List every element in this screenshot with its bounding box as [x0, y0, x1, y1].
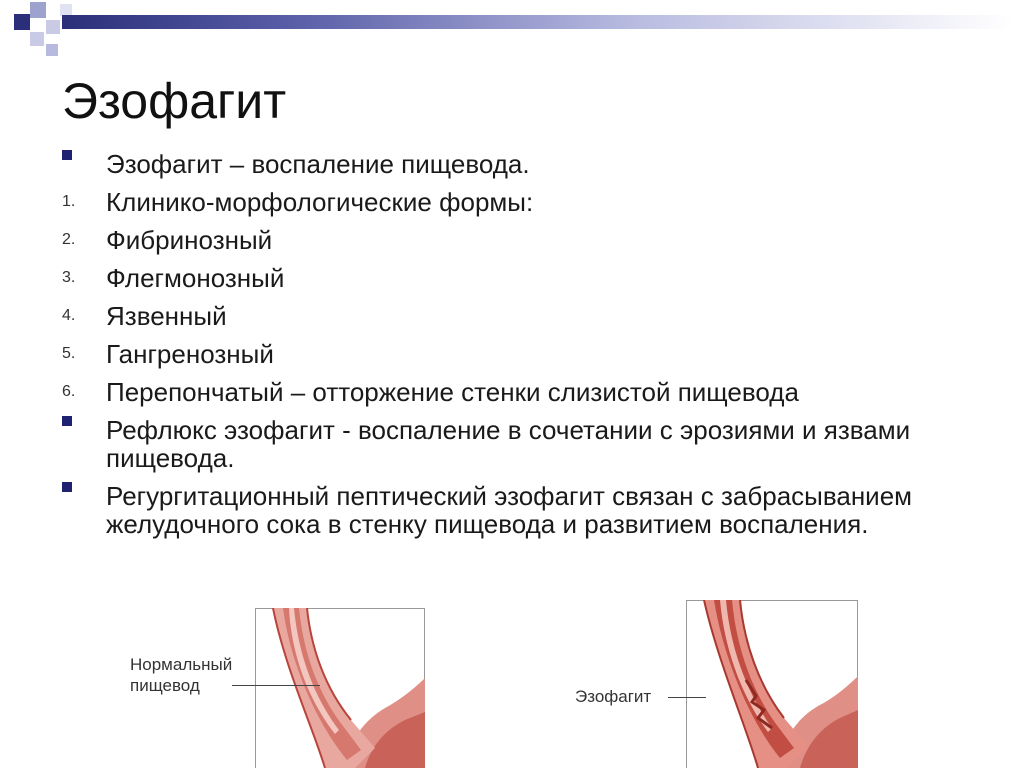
- esophagitis-image: [686, 600, 858, 768]
- bullet-list: [62, 150, 982, 548]
- decor-square: [30, 2, 46, 18]
- list-item: [62, 226, 982, 254]
- list-item: [62, 150, 982, 178]
- list-item: [62, 482, 982, 538]
- list-number: 1.: [62, 193, 76, 210]
- normal-esophagus-label: [130, 654, 232, 696]
- list-item: [62, 378, 982, 406]
- list-item: [62, 302, 982, 330]
- decor-square: [14, 14, 30, 30]
- list-number: 5.: [62, 345, 76, 362]
- list-item-text: Фибринозный: [106, 225, 273, 255]
- decor-square: [30, 32, 44, 46]
- list-item-text: Гангренозный: [106, 339, 274, 369]
- list-item: [62, 188, 982, 216]
- list-item-text: Клинико-морфологические формы:: [106, 187, 534, 217]
- label-line: пищевод: [130, 676, 200, 695]
- list-item-text: Флегмонозный: [106, 263, 285, 293]
- list-item-text: Эзофагит – воспаление пищевода.: [106, 149, 530, 179]
- slide-title: Эзофагит: [62, 73, 287, 129]
- bullet-square-icon: [62, 482, 72, 492]
- bullet-square-icon: [62, 416, 72, 426]
- esophagitis-label-pointer: [668, 697, 706, 698]
- header-gradient-bar: [62, 15, 1012, 29]
- list-item: [62, 264, 982, 292]
- list-item-text: Рефлюкс эзофагит - воспаление в сочетании с эрозиями и язвами пищевода.: [106, 415, 911, 473]
- list-item-text: Язвенный: [106, 301, 227, 331]
- list-number: 3.: [62, 269, 76, 286]
- label-line: Нормальный: [130, 655, 233, 674]
- list-item-text: Регургитационный пептический эзофагит связан с забрасыванием желудочного сока в стенку пищевода и развитием воспаления.: [106, 481, 913, 539]
- decor-square: [46, 44, 58, 56]
- decor-square: [46, 20, 60, 34]
- bullet-square-icon: [62, 150, 72, 160]
- list-item: [62, 340, 982, 368]
- list-item: [62, 416, 982, 472]
- list-number: 6.: [62, 383, 76, 400]
- normal-esophagus-image: [255, 608, 425, 768]
- list-item-text: Перепончатый – отторжение стенки слизистой пищевода: [106, 377, 799, 407]
- list-number: 4.: [62, 307, 76, 324]
- list-number: 2.: [62, 231, 76, 248]
- normal-label-pointer: [232, 685, 320, 686]
- esophagitis-label: Эзофагит: [575, 687, 652, 706]
